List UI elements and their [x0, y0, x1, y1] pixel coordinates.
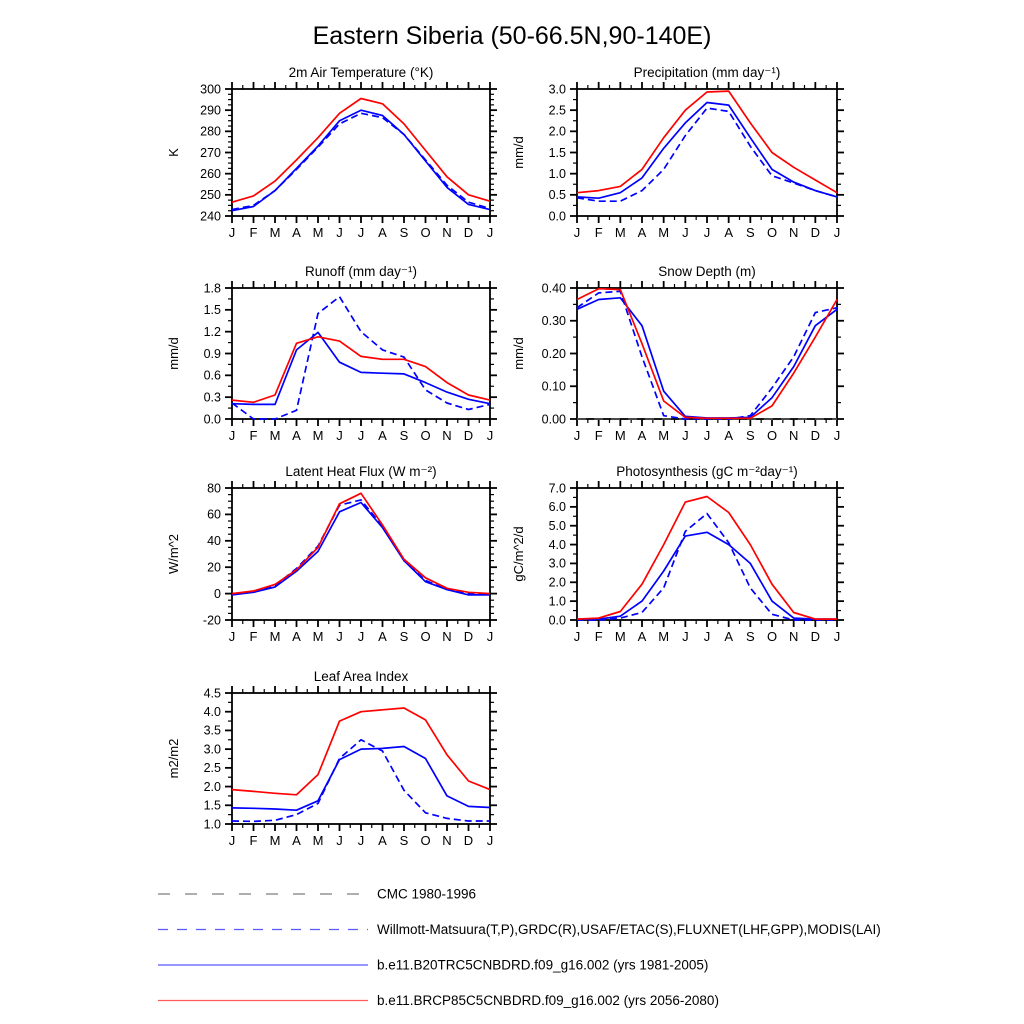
y-tick-label: 1.0 [203, 817, 221, 832]
x-tick-label: J [573, 629, 581, 644]
y-tick-label: 240 [200, 209, 221, 224]
x-tick-label: A [378, 629, 387, 644]
x-tick-label: J [682, 428, 689, 443]
x-tick-label: D [810, 428, 821, 443]
y-tick-label: 1.5 [203, 303, 221, 318]
x-tick-label: M [269, 225, 281, 240]
x-tick-label: S [745, 629, 755, 644]
chart-title: Precipitation (mm day⁻¹) [633, 65, 781, 80]
x-tick-label: J [228, 833, 236, 848]
legend-item-b20trc [158, 958, 708, 973]
legend-item-brcp85 [158, 993, 719, 1008]
x-tick-label: F [249, 833, 258, 848]
chart-title: Leaf Area Index [313, 669, 409, 684]
y-tick-label: 0.20 [541, 346, 566, 361]
x-tick-label: O [420, 428, 431, 443]
x-tick-label: S [399, 629, 409, 644]
x-tick-label: F [249, 225, 258, 240]
x-tick-label: A [378, 833, 387, 848]
y-tick-label: 80 [207, 481, 221, 496]
x-tick-label: M [614, 629, 626, 644]
y-tick-label: 280 [200, 124, 221, 139]
x-tick-label: A [378, 225, 387, 240]
x-tick-label: J [486, 225, 494, 240]
y-tick-label: 290 [200, 103, 221, 118]
x-tick-label: J [703, 629, 711, 644]
y-tick-label: 0.00 [541, 412, 566, 427]
x-tick-label: J [228, 428, 236, 443]
legend-item-obs [158, 922, 881, 937]
x-tick-label: O [420, 225, 431, 240]
x-tick-label: J [486, 629, 494, 644]
legend-label-b20trc: b.e11.B20TRC5CNBDRD.f09_g16.002 (yrs 1981-2005) [377, 957, 709, 973]
x-tick-label: A [292, 225, 301, 240]
x-tick-label: A [292, 428, 301, 443]
x-tick-label: N [788, 428, 799, 443]
x-tick-label: O [766, 428, 778, 443]
x-tick-label: D [463, 833, 474, 848]
x-tick-label: J [357, 225, 365, 240]
y-tick-label: 4.0 [548, 537, 566, 552]
y-tick-label: 0 [214, 586, 221, 601]
x-tick-label: O [766, 629, 778, 644]
y-tick-label: 1.8 [203, 281, 221, 296]
x-tick-label: O [766, 225, 778, 240]
x-tick-label: A [292, 833, 301, 848]
x-tick-label: J [682, 629, 689, 644]
y-tick-label: 2.0 [548, 575, 566, 590]
x-tick-label: J [682, 225, 689, 240]
x-tick-label: J [573, 225, 581, 240]
x-tick-label: A [724, 428, 734, 443]
x-tick-label: J [336, 833, 343, 848]
y-tick-label: 260 [200, 166, 221, 181]
y-tick-label: 20 [207, 560, 221, 575]
x-tick-label: F [594, 629, 603, 644]
y-tick-label: 0.6 [203, 368, 221, 383]
y-tick-label: 6.0 [548, 500, 566, 515]
x-tick-label: M [269, 428, 281, 443]
y-tick-label: 5.0 [548, 519, 566, 534]
x-tick-label: J [573, 428, 581, 443]
x-tick-label: M [312, 833, 324, 848]
y-axis-label: gC/m^2/d [511, 526, 526, 582]
chart-title: Runoff (mm day⁻¹) [305, 264, 417, 279]
x-tick-label: M [658, 428, 670, 443]
y-axis-label: mm/d [511, 136, 526, 169]
x-tick-label: A [637, 225, 647, 240]
x-tick-label: J [228, 629, 236, 644]
x-tick-label: M [269, 629, 281, 644]
y-tick-label: 60 [207, 507, 221, 522]
x-tick-label: M [614, 225, 626, 240]
x-tick-label: A [292, 629, 301, 644]
y-axis-label: K [166, 148, 181, 157]
y-tick-label: 2.0 [548, 124, 566, 139]
x-tick-label: J [833, 629, 841, 644]
y-axis-label: W/m^2 [166, 533, 181, 575]
x-tick-label: J [336, 629, 343, 644]
y-tick-label: 3.5 [203, 723, 221, 738]
x-tick-label: M [658, 629, 670, 644]
y-axis-label: m2/m2 [166, 738, 181, 779]
y-axis-label: mm/d [511, 337, 526, 370]
x-tick-label: D [463, 428, 474, 443]
x-tick-label: J [486, 833, 494, 848]
y-tick-label: 4.0 [203, 705, 221, 720]
x-tick-label: F [249, 428, 258, 443]
y-tick-label: 1.2 [203, 324, 221, 339]
y-tick-label: 0.10 [541, 379, 566, 394]
x-tick-label: N [788, 225, 799, 240]
x-tick-label: J [833, 428, 841, 443]
y-tick-label: 2.5 [548, 103, 566, 118]
x-tick-label: J [357, 428, 365, 443]
x-tick-label: N [442, 225, 452, 240]
chart-title: 2m Air Temperature (°K) [288, 65, 434, 80]
x-tick-label: J [486, 428, 494, 443]
x-tick-label: M [614, 428, 626, 443]
y-tick-label: 0.5 [548, 188, 566, 203]
x-tick-label: A [724, 225, 734, 240]
y-tick-label: 1.5 [203, 798, 221, 813]
x-tick-label: S [399, 225, 409, 240]
legend-label-obs: Willmott-Matsuura(T,P),GRDC(R),USAF/ETAC(S),FLUXNET(LHF,GPP),MODIS(LAI) [377, 922, 881, 938]
y-tick-label: 2.0 [203, 779, 221, 794]
x-tick-label: O [420, 629, 431, 644]
x-tick-label: J [703, 225, 711, 240]
legend-label-brcp85: b.e11.BRCP85C5CNBDRD.f09_g16.002 (yrs 2056-2080) [377, 993, 719, 1009]
x-tick-label: J [336, 225, 343, 240]
x-tick-label: J [833, 225, 841, 240]
chart-title: Snow Depth (m) [658, 264, 756, 279]
x-tick-label: M [312, 629, 324, 644]
x-tick-label: A [724, 629, 734, 644]
x-tick-label: N [442, 629, 452, 644]
y-tick-label: 0.30 [541, 314, 566, 329]
x-tick-label: M [312, 428, 324, 443]
y-tick-label: 0.3 [203, 390, 221, 405]
figure-title: Eastern Siberia (50-66.5N,90-140E) [312, 22, 712, 50]
x-tick-label: S [399, 428, 409, 443]
x-tick-label: J [357, 629, 365, 644]
x-tick-label: S [399, 833, 409, 848]
x-tick-label: N [788, 629, 799, 644]
y-tick-label: 0.0 [548, 613, 566, 628]
y-tick-label: 0.0 [548, 209, 566, 224]
y-tick-label: 0.0 [203, 412, 221, 427]
y-tick-label: 40 [207, 534, 221, 549]
y-tick-label: 300 [200, 82, 221, 97]
x-tick-label: D [463, 629, 474, 644]
y-tick-label: 3.0 [548, 82, 566, 97]
x-tick-label: J [357, 833, 365, 848]
y-tick-label: 0.9 [203, 346, 221, 361]
y-tick-label: -20 [202, 613, 221, 628]
x-tick-label: J [336, 428, 343, 443]
x-tick-label: D [810, 629, 821, 644]
x-tick-label: D [810, 225, 821, 240]
x-tick-label: M [658, 225, 670, 240]
y-tick-label: 250 [200, 188, 221, 203]
x-tick-label: M [269, 833, 281, 848]
x-tick-label: F [594, 428, 603, 443]
x-tick-label: S [745, 225, 755, 240]
y-tick-label: 3.0 [203, 742, 221, 757]
chart-title: Photosynthesis (gC m⁻²day⁻¹) [616, 464, 798, 479]
x-tick-label: J [703, 428, 711, 443]
legend-label-cmc: CMC 1980-1996 [377, 886, 477, 902]
y-axis-label: mm/d [166, 337, 181, 370]
x-tick-label: J [228, 225, 236, 240]
legend-item-cmc [158, 887, 476, 902]
y-tick-label: 1.0 [548, 594, 566, 609]
x-tick-label: S [745, 428, 755, 443]
y-tick-label: 3.0 [548, 556, 566, 571]
y-tick-label: 2.5 [203, 761, 221, 776]
x-tick-label: A [378, 428, 387, 443]
y-tick-label: 1.0 [548, 166, 566, 181]
x-tick-label: A [637, 428, 647, 443]
y-tick-label: 4.5 [203, 686, 221, 701]
x-tick-label: D [463, 225, 474, 240]
y-tick-label: 7.0 [548, 481, 566, 496]
x-tick-label: O [420, 833, 431, 848]
x-tick-label: N [442, 833, 452, 848]
y-tick-label: 270 [200, 145, 221, 160]
y-tick-label: 1.5 [548, 145, 566, 160]
y-tick-label: 0.40 [541, 281, 566, 296]
x-tick-label: A [637, 629, 647, 644]
chart-title: Latent Heat Flux (W m⁻²) [285, 464, 437, 479]
x-tick-label: F [249, 629, 258, 644]
x-tick-label: N [442, 428, 452, 443]
x-tick-label: F [594, 225, 603, 240]
x-tick-label: M [312, 225, 324, 240]
